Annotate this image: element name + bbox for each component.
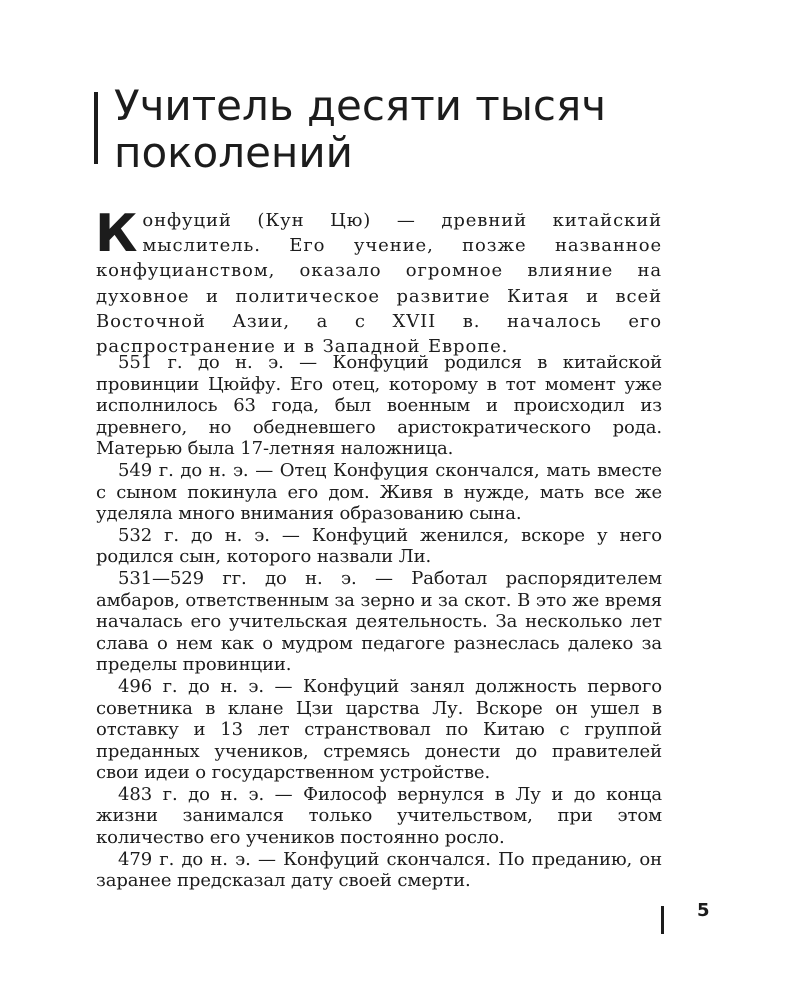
chronology-entry: 551 г. до н. э. — Конфуций родился в китайской провинции Цюйфу. Его отец, которому в тот момент уже исполнилось 63 года, был военным и происходил из древнего, но обедневшего аристократического рода. Матерью была 17-летняя наложница. [96, 352, 662, 460]
chronology-entry: 479 г. до н. э. — Конфуций скончался. По преданию, он заранее предсказал дату своей смерти. [96, 848, 662, 892]
chronology-entry: 532 г. до н. э. — Конфуций женился, вскоре у него родился сын, которого назвали Ли. [96, 524, 662, 568]
drop-cap-letter: К [95, 204, 139, 264]
chronology-entry: 531—529 гг. до н. э. — Работал распорядителем амбаров, ответственным за зерно и за скот. В это же время началась его учительская деятельность. За несколько лет слава о нем как о мудром педагоге разнеслась далеко за пределы провинции. [96, 567, 662, 676]
chronology-list [96, 352, 662, 892]
page-number-rule [661, 906, 664, 934]
chronology-entry: 483 г. до н. э. — Философ вернулся в Лу и до конца жизни занимался только учительством, при этом количество его учеников постоянно росло. [96, 783, 662, 849]
intro-text: онфуций (Кун Цю) — древний китайский мыслитель. Его учение, позже названное конфуцианством, оказало огромное влияние на духовное и политическое развитие Китая и всей Восточной Азии, а с XVII в. началось его распространение и в Западной Европе. [96, 210, 662, 358]
chapter-title-line-1: Учитель десяти тысяч [114, 81, 607, 130]
title-accent-bar [94, 92, 98, 164]
intro-paragraph [95, 204, 662, 359]
chronology-entry: 496 г. до н. э. — Конфуций занял должность первого советника в клане Цзи царства Лу. Вскоре он ушел в отставку и 13 лет странствовал по Китаю с группой преданных учеников, стремясь донести до правителей свои идеи о государственном устройстве. [96, 675, 662, 784]
chapter-title-line-2: поколений [114, 128, 353, 177]
page-number: 5 [697, 900, 710, 921]
chapter-title [114, 82, 734, 176]
chronology-entry: 549 г. до н. э. — Отец Конфуция скончался, мать вместе с сыном покинула его дом. Живя в нужде, мать все же уделяла много внимания образованию сына. [96, 459, 662, 525]
